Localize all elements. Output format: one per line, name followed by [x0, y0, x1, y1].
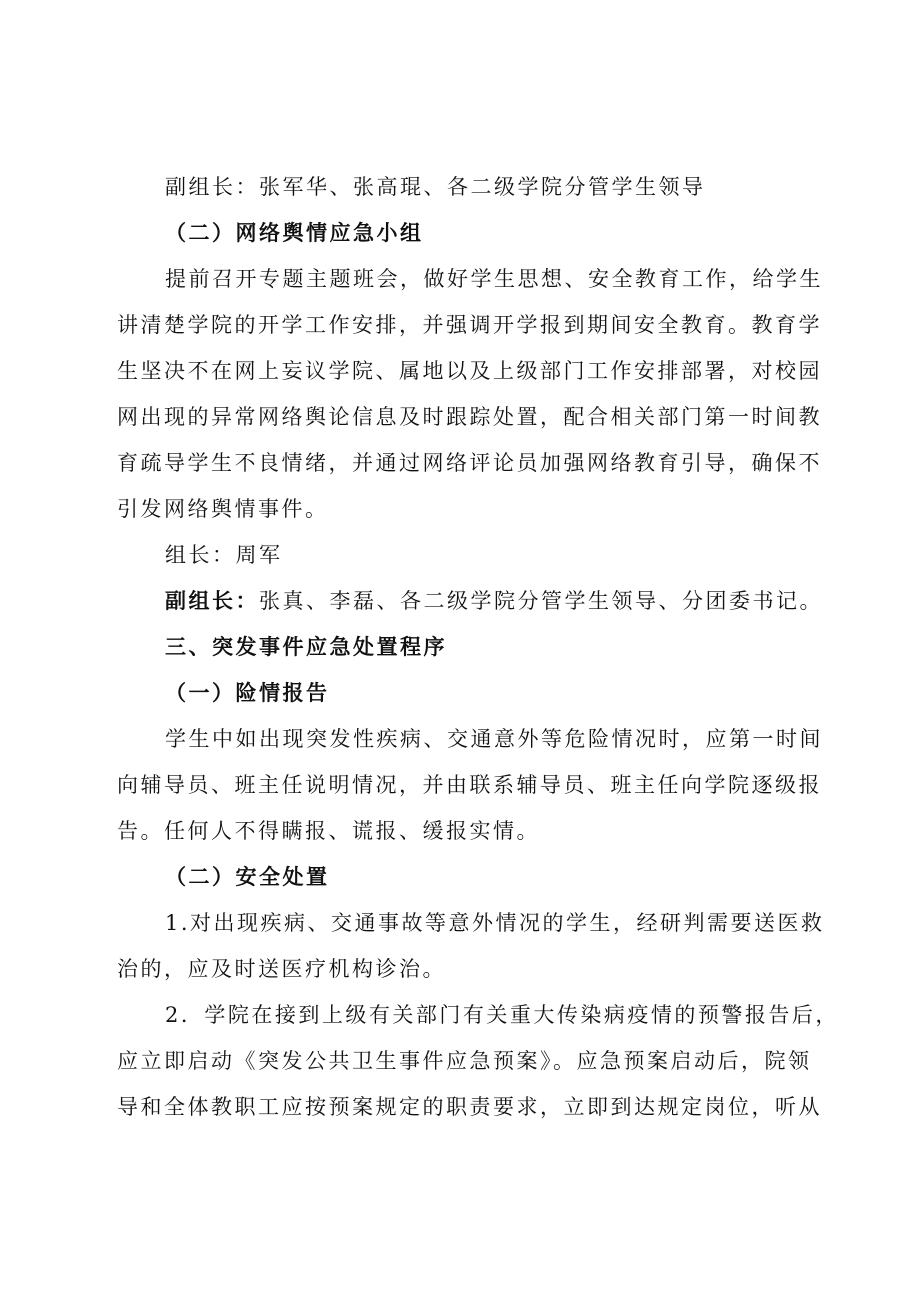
- deputy-leaders-line: 副组长：张军华、张高琨、各二级学院分管学生领导: [165, 175, 706, 199]
- paragraph-line: 治的，应及时送医疗机构诊治。: [117, 957, 446, 981]
- paragraph-line: 导和全体教职工应按预案规定的职责要求，立即到达规定岗位，听从: [117, 1095, 822, 1119]
- paragraph-line: 讲清楚学院的开学工作安排，并强调开学报到期间安全教育。教育学: [117, 313, 822, 337]
- deputy-label: 副组长：: [165, 588, 259, 613]
- subheading-danger-report: （一）险情报告: [165, 680, 330, 705]
- section-heading: 三、突发事件应急处置程序: [165, 634, 447, 659]
- deputy-line: [165, 586, 823, 616]
- paragraph-line: 提前召开专题主题班会，做好学生思想、安全教育工作，给学生: [165, 267, 823, 291]
- paragraph-line: 2．学院在接到上级有关部门有关重大传染病疫情的预警报告后，: [165, 1003, 839, 1027]
- paragraph-line: 育疏导学生不良情绪，并通过网络评论员加强网络教育引导，确保不: [117, 451, 822, 475]
- paragraph-line: 网出现的异常网络舆论信息及时跟踪处置，配合相关部门第一时间教: [117, 405, 822, 429]
- subheading-network-opinion: （二）网络舆情应急小组: [165, 220, 424, 245]
- leader-line: 组长：周军: [165, 543, 283, 567]
- paragraph-line: 应立即启动《突发公共卫生事件应急预案》。应急预案启动后，院领: [117, 1049, 812, 1073]
- paragraph-line: 告。任何人不得瞒报、谎报、缓报实情。: [117, 819, 540, 843]
- paragraph-line: 学生中如出现突发性疾病、交通意外等危险情况时，应第一时间: [165, 727, 823, 751]
- paragraph-line: 生坚决不在网上妄议学院、属地以及上级部门工作安排部署，对校园: [117, 359, 822, 383]
- paragraph-line: 引发网络舆情事件。: [117, 497, 329, 521]
- paragraph-line: 1.对出现疾病、交通事故等意外情况的学生，经研判需要送医救: [165, 911, 825, 935]
- subheading-safety-handling: （二）安全处置: [165, 864, 330, 889]
- paragraph-line: 向辅导员、班主任说明情况，并由联系辅导员、班主任向学院逐级报: [117, 773, 822, 797]
- deputy-names: 张真、李磊、各二级学院分管学生领导、分团委书记。: [259, 589, 823, 613]
